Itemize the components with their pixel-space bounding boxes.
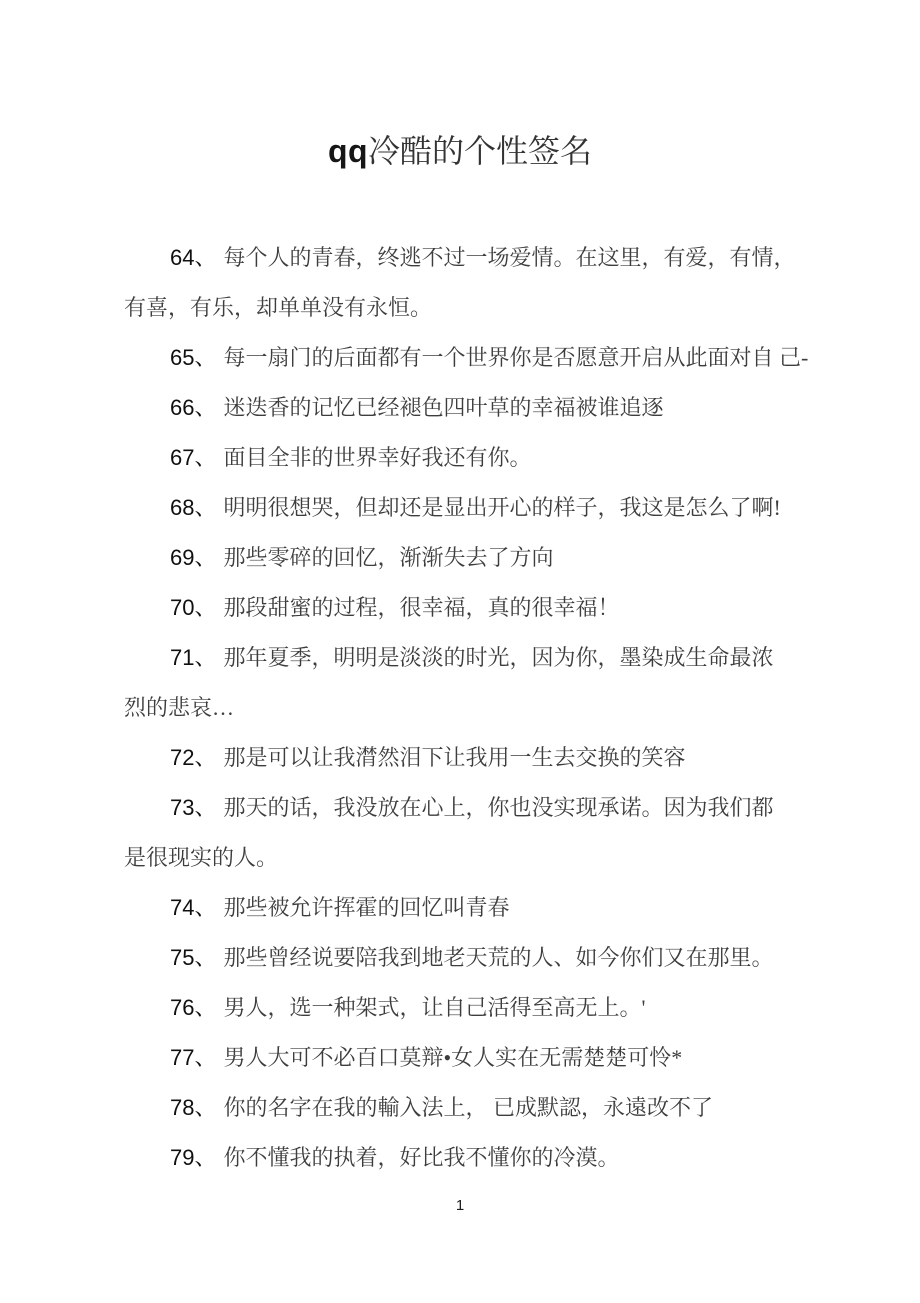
item-number: 70、: [170, 595, 217, 620]
item-number: 79、: [170, 1145, 217, 1170]
signature-line-wrap: [124, 283, 800, 333]
item-number: 75、: [170, 945, 217, 970]
item-number: 74、: [170, 895, 217, 920]
item-text: 面目全非的世界幸好我还有你。: [223, 445, 532, 470]
signature-line-first: [124, 483, 800, 533]
signature-line-first: [124, 933, 800, 983]
signature-line-first: [124, 583, 800, 633]
item-text: 男人，选一种架式，让自己活得至高无上。': [223, 995, 646, 1020]
signature-line-first: [124, 1133, 800, 1183]
signature-line-first: [124, 783, 800, 833]
signature-item: [124, 383, 800, 433]
item-number: 67、: [170, 445, 217, 470]
page-title: [0, 128, 920, 174]
item-text: 那天的话，我没放在心上，你也没实现承诺。因为我们都: [223, 795, 774, 820]
item-number: 71、: [170, 645, 217, 670]
item-number: 78、: [170, 1095, 217, 1120]
signature-line-first: [124, 733, 800, 783]
signature-item: [124, 983, 800, 1033]
item-text: 那些零碎的回忆，渐渐失去了方向: [223, 545, 554, 570]
signature-item: [124, 533, 800, 583]
signature-line-first: [124, 383, 800, 433]
page-number: 1: [455, 1197, 465, 1214]
signature-item: [124, 783, 800, 883]
signature-line-wrap: [124, 833, 800, 883]
item-text: 男人大可不必百口莫辩•女人实在无需楚楚可怜*: [223, 1045, 683, 1070]
signature-item: [124, 583, 800, 633]
signature-item: [124, 433, 800, 483]
signature-line-first: [124, 1083, 800, 1133]
item-text: 每个人的青春，终逃不过一场爱情。在这里，有爱，有情，: [223, 245, 796, 270]
item-text: 迷迭香的记忆已经褪色四叶草的幸福被谁追逐: [223, 395, 664, 420]
item-text: 你的名字在我的輸入法上， 已成默認，永遠改不了: [223, 1095, 713, 1120]
signature-item: [124, 233, 800, 333]
signature-item: [124, 1033, 800, 1083]
item-text: 烈的悲哀…: [124, 695, 235, 720]
item-text: 每一扇门的后面都有一个世界你是否愿意开启从此面对自 己-: [223, 345, 809, 370]
item-number: 69、: [170, 545, 217, 570]
signature-line-first: [124, 883, 800, 933]
signature-line-first: [124, 433, 800, 483]
signature-item: [124, 483, 800, 533]
item-number: 77、: [170, 1045, 217, 1070]
item-number: 66、: [170, 395, 217, 420]
item-text: 那些被允许挥霍的回忆叫青春: [223, 895, 510, 920]
signature-line-first: [124, 1033, 800, 1083]
item-number: 64、: [170, 245, 217, 270]
item-number: 72、: [170, 745, 217, 770]
signature-item: [124, 633, 800, 733]
signature-line-first: [124, 983, 800, 1033]
item-text: 明明很想哭，但却还是显出开心的样子，我这是怎么了啊!: [223, 495, 781, 520]
signature-item: [124, 733, 800, 783]
signature-item: [124, 1083, 800, 1133]
item-number: 65、: [170, 345, 217, 370]
signature-line-first: [124, 633, 800, 683]
item-text: 你不懂我的执着，好比我不懂你的冷漠。: [223, 1145, 620, 1170]
signature-line-first: [124, 233, 800, 283]
signature-line-first: [124, 533, 800, 583]
signature-item: [124, 333, 809, 383]
item-text: 那些曾经说要陪我到地老天荒的人、如今你们又在那里。: [223, 945, 774, 970]
signature-list: [124, 233, 809, 1183]
page-title-cjk: 冷酷的个性签名: [368, 133, 593, 169]
signature-item: [124, 933, 800, 983]
signature-item: [124, 883, 800, 933]
item-text: 那年夏季，明明是淡淡的时光，因为你，墨染成生命最浓: [223, 645, 774, 670]
signature-line-first: [124, 333, 809, 383]
item-number: 76、: [170, 995, 217, 1020]
signature-line-wrap: [124, 683, 800, 733]
item-text: 那段甜蜜的过程，很幸福，真的很幸福！: [223, 595, 620, 620]
item-text: 有喜，有乐，却单单没有永恒。: [124, 295, 433, 320]
signature-item: [124, 1133, 800, 1183]
page-title-latin: qq: [327, 133, 369, 169]
item-number: 73、: [170, 795, 217, 820]
item-text: 那是可以让我潸然泪下让我用一生去交换的笑容: [223, 745, 686, 770]
item-number: 68、: [170, 495, 217, 520]
item-text: 是很现实的人。: [124, 845, 279, 870]
